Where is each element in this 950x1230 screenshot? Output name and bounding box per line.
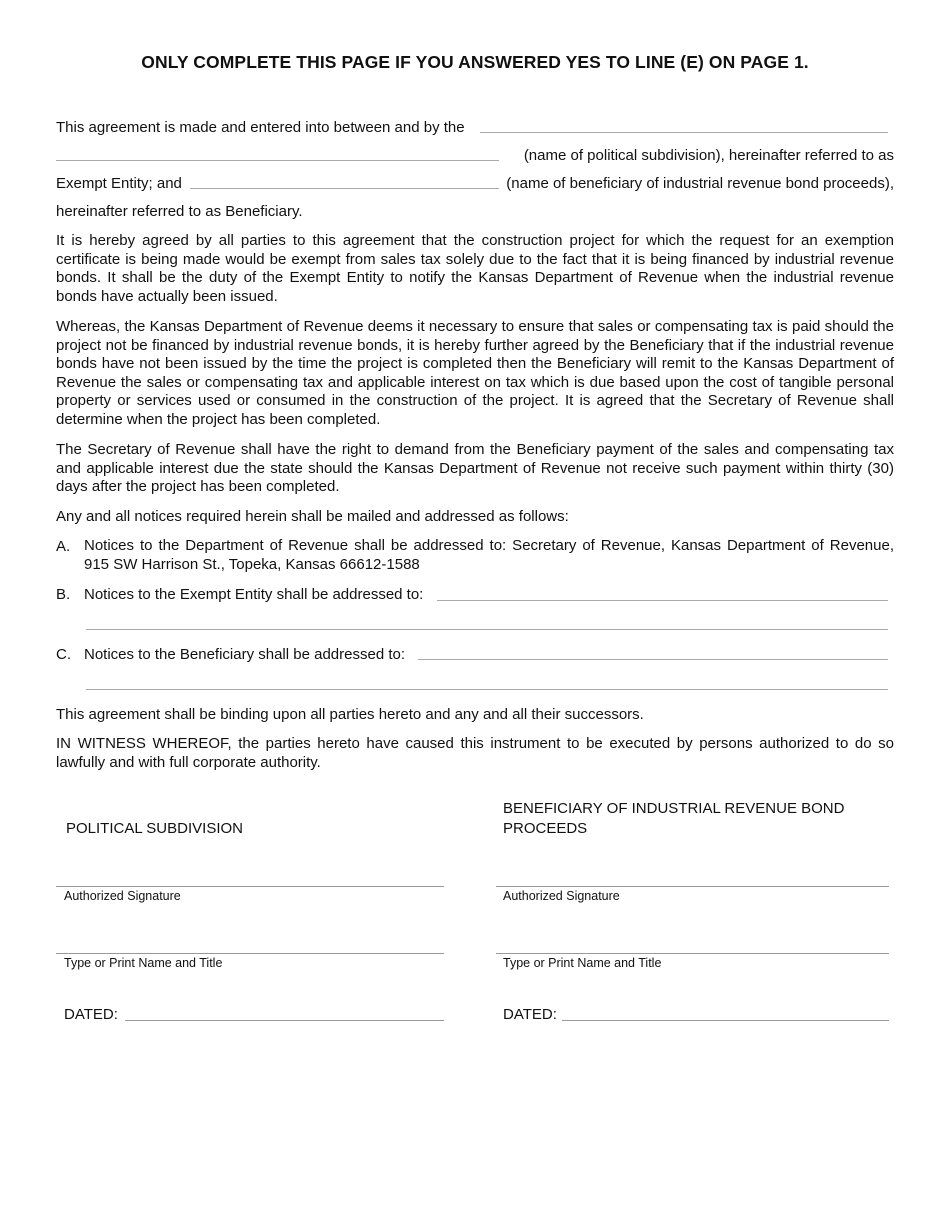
left-print-name-line[interactable] (56, 953, 444, 954)
right-dated-label: DATED: (503, 1006, 557, 1023)
notice-c-marker: C. (56, 646, 71, 663)
exempt-entity-label: Exempt Entity; and (56, 175, 182, 192)
right-heading: BENEFICIARY OF INDUSTRIAL REVENUE BOND PROCEEDS (503, 800, 845, 837)
right-date-field[interactable] (562, 1020, 889, 1021)
notice-a-marker: A. (56, 538, 71, 555)
right-signature-line[interactable] (496, 886, 889, 887)
exempt-entity-address-field[interactable] (437, 600, 888, 601)
political-subdivision-name-field-2[interactable] (56, 160, 499, 161)
page-title: ONLY COMPLETE THIS PAGE IF YOU ANSWERED YES TO LINE (E) ON PAGE 1. (141, 52, 809, 72)
notice-b-text: Notices to the Exempt Entity shall be addressed to: (84, 586, 424, 603)
right-print-name-label: Type or Print Name and Title (503, 956, 662, 970)
exempt-entity-address-field-2[interactable] (86, 629, 888, 630)
beneficiary-name-field[interactable] (190, 188, 499, 189)
paragraph-secretary: The Secretary of Revenue shall have the right to demand from the Beneficiary payment of the sales and compensating tax and applicable interest due the state should the Kansas Department of Revenue not receive such payment within thirty (30) days after the project has been completed. (56, 441, 894, 496)
right-authorized-signature-label: Authorized Signature (503, 889, 620, 903)
paragraph-whereas: Whereas, the Kansas Department of Revenue deems it necessary to ensure that sales or compensating tax is paid should the project not be financed by industrial revenue bonds, it is hereby further agreed by the Beneficiary that if the industrial revenue bonds have not been issued by the time the project is completed then the Beneficiary will remit to the Kansas Department of Revenue the sales or compensating tax and applicable interest on tax which is due based upon the cost of tangible personal property or services used or consumed in the construction of the project. It is agreed that the Secretary of Revenue shall determine when the project has been completed. (56, 318, 894, 428)
notice-a-text: Notices to the Department of Revenue shall be addressed to: Secretary of Revenue, Kansas Department of Revenue, 915 SW Harrison St., Topeka, Kansas 66612-1588 (84, 537, 894, 573)
beneficiary-address-field[interactable] (418, 659, 888, 660)
left-authorized-signature-label: Authorized Signature (64, 889, 181, 903)
beneficiary-address-field-2[interactable] (86, 689, 888, 690)
paragraph-binding: This agreement shall be binding upon all parties hereto and any and all their successors. (56, 706, 644, 723)
right-print-name-line[interactable] (496, 953, 889, 954)
left-date-field[interactable] (125, 1020, 444, 1021)
left-print-name-label: Type or Print Name and Title (64, 956, 223, 970)
left-signature-line[interactable] (56, 886, 444, 887)
left-heading: POLITICAL SUBDIVISION (66, 820, 243, 837)
intro-line-1: This agreement is made and entered into between and by the (56, 119, 465, 136)
paragraph-notices-intro: Any and all notices required herein shall be mailed and addressed as follows: (56, 508, 569, 525)
intro-line-4: hereinafter referred to as Beneficiary. (56, 203, 303, 220)
left-dated-label: DATED: (64, 1006, 118, 1023)
paragraph-witness: IN WITNESS WHEREOF, the parties hereto have caused this instrument to be executed by persons authorized to do so lawfully and with full corporate authority. (56, 735, 894, 771)
political-subdivision-hint: (name of political subdivision), hereinafter referred to as (523, 147, 894, 164)
notice-c-text: Notices to the Beneficiary shall be addressed to: (84, 646, 406, 663)
political-subdivision-name-field[interactable] (480, 132, 888, 133)
paragraph-exemption: It is hereby agreed by all parties to this agreement that the construction project for which the request for an exemption certificate is being made would be exempt from sales tax solely due to the fact that it is being financed by industrial revenue bonds. It shall be the duty of the Exempt Entity to notify the Kansas Department of Revenue when the industrial revenue bonds have actually been issued. (56, 232, 894, 305)
beneficiary-hint: (name of beneficiary of industrial revenue bond proceeds), (506, 175, 894, 192)
notice-b-marker: B. (56, 586, 71, 603)
